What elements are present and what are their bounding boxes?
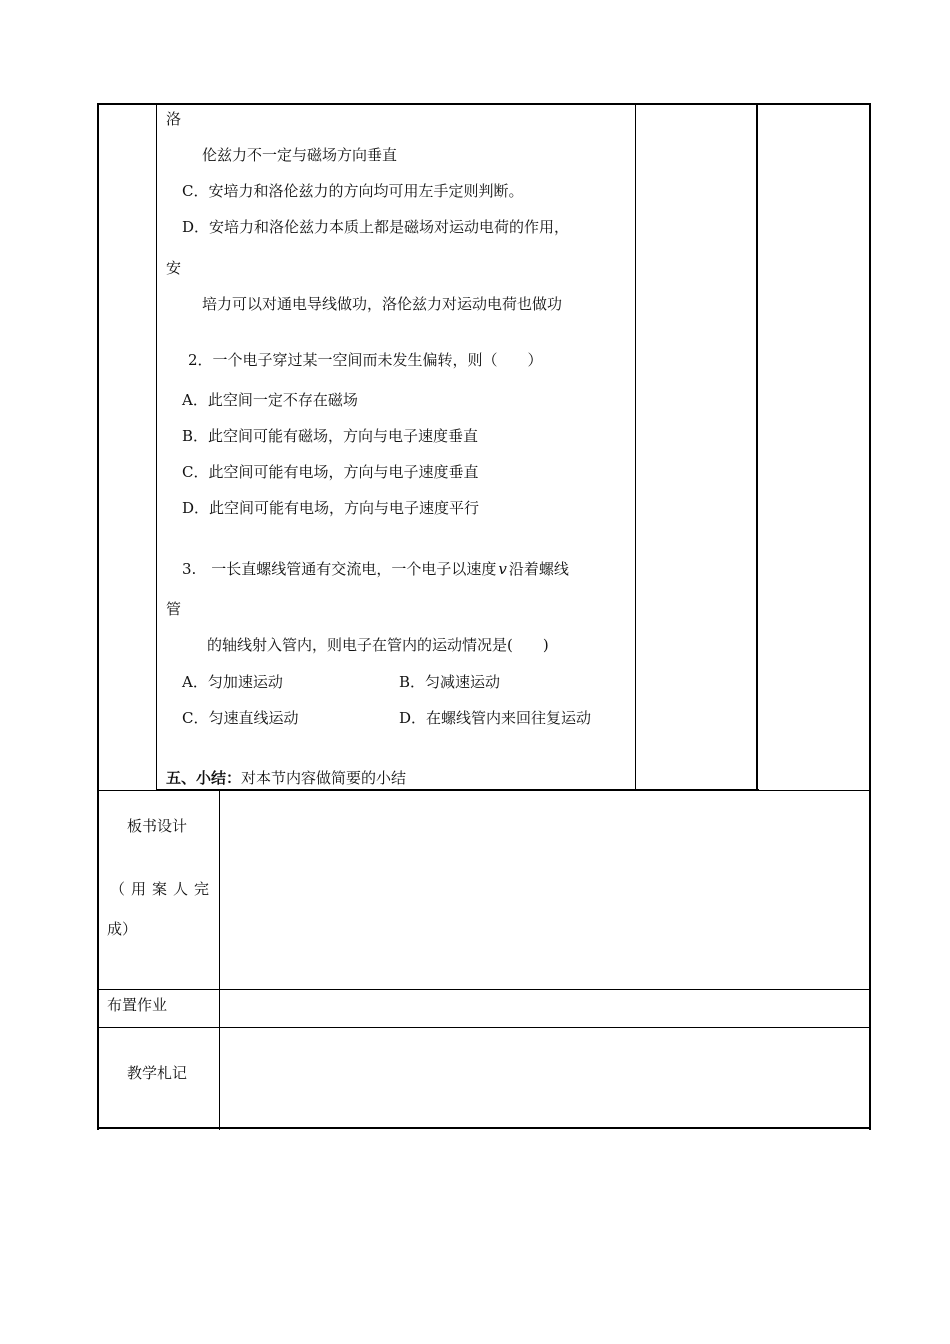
lower-table-right-border <box>869 790 871 1130</box>
teaching-notes-label: 教学札记 <box>127 1064 188 1082</box>
homework-label: 布置作业 <box>107 996 168 1014</box>
summary-line <box>166 769 406 787</box>
content-line-q3-body: 的轴线射入管内，则电子在管内的运动情况是( ) <box>207 636 549 654</box>
option-d-q1: D．安培力和洛伦兹力本质上都是磁场对运动电荷的作用， <box>182 218 570 236</box>
velocity-symbol: v <box>498 560 507 578</box>
question-3-part-1: 3. 一长直螺线管通有交流电，一个电子以速度 <box>182 560 497 578</box>
upper-table-top-border <box>97 103 871 105</box>
lower-row-divider-2 <box>97 1027 871 1028</box>
option-c-q1: C．安培力和洛伦兹力的方向均可用左手定则判断。 <box>182 182 524 200</box>
lower-table-top-border <box>97 790 871 791</box>
lower-row-divider-1 <box>97 989 871 990</box>
option-d-q3: D．在螺线管内来回往复运动 <box>399 709 592 727</box>
content-line-6: 培力可以对通电导线做功，洛伦兹力对运动电荷也做功 <box>202 295 563 313</box>
option-a-q3: A．匀加速运动 <box>182 673 283 691</box>
lower-table-bottom-border <box>97 1127 871 1129</box>
option-d-q2: D．此空间可能有电场，方向与电子速度平行 <box>182 499 480 517</box>
question-3-part-2: 沿着螺线 <box>508 560 569 578</box>
content-line-5: 安 <box>166 259 182 277</box>
option-c-q3: C．匀速直线运动 <box>182 709 299 727</box>
board-design-note-end: 成） <box>107 920 138 938</box>
option-c-q2: C．此空间可能有电场，方向与电子速度垂直 <box>182 463 479 481</box>
upper-column-divider-3 <box>756 103 758 791</box>
lower-column-divider <box>219 790 220 1130</box>
lower-table-left-border <box>97 790 99 1130</box>
content-line-q3-wrap: 管 <box>166 600 182 618</box>
board-design-note: （用案人完 <box>110 880 216 898</box>
upper-table-left-border <box>97 103 99 791</box>
board-design-label: 板书设计 <box>127 817 188 835</box>
question-3 <box>182 560 569 578</box>
upper-table-right-border <box>869 103 871 791</box>
option-b-q3: B．匀减速运动 <box>399 673 501 691</box>
upper-column-divider-1 <box>156 103 157 791</box>
summary-heading: 五、小结： <box>166 769 242 787</box>
upper-column-divider-2 <box>635 103 636 791</box>
question-2: 2．一个电子穿过某一空间而未发生偏转，则（ ） <box>188 351 543 369</box>
content-line-1: 洛 <box>166 110 182 128</box>
option-a-q2: A．此空间一定不存在磁场 <box>182 391 358 409</box>
content-line-2: 伦兹力不一定与磁场方向垂直 <box>202 146 398 164</box>
option-b-q2: B．此空间可能有磁场，方向与电子速度垂直 <box>182 427 479 445</box>
summary-text: 对本节内容做简要的小结 <box>241 769 407 787</box>
